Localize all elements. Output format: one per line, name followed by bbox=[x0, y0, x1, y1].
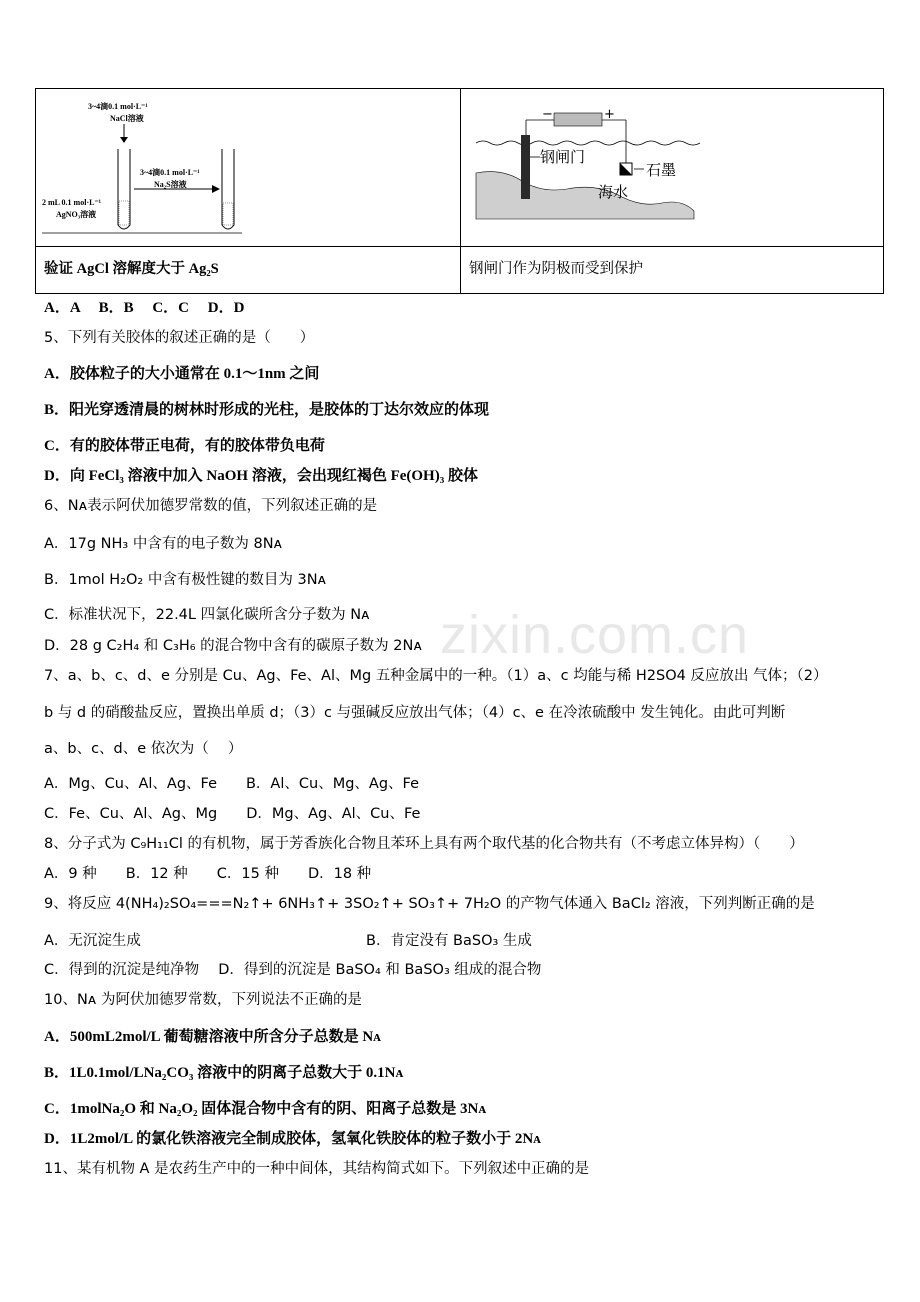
graphite-label: 石墨 bbox=[646, 161, 677, 179]
q9-stem: 9、将反应 4(NH₄)₂SO₄===N₂↑+ 6NH₃↑+ 3SO₂↑+ SO₃↑+ 7H₂O 的产物气体通入 BaCl₂ 溶液，下列判断正确的是 bbox=[44, 896, 815, 912]
top-label-2: NaCl溶液 bbox=[110, 114, 144, 123]
mid-label-1: 3~4滴0.1 mol·L⁻¹ bbox=[140, 168, 200, 177]
q10-option-c: C．1molNa₂O 和 Na₂O₂ 固体混合物中含有的阴、阳离子总数是 3Nᴀ bbox=[44, 1101, 487, 1117]
q6-option-a: A．17g NH₃ 中含有的电子数为 8Nᴀ bbox=[44, 536, 283, 552]
q10-stem: 10、Nᴀ 为阿伏加德罗常数，下列说法不正确的是 bbox=[44, 992, 362, 1008]
table-divider-vertical bbox=[460, 89, 461, 293]
q6-stem: 6、Nᴀ表示阿伏加德罗常数的值，下列叙述正确的是 bbox=[44, 498, 378, 514]
q7-stem-line3: a、b、c、d、e 依次为（ ） bbox=[44, 741, 243, 757]
q5-option-a: A．胶体粒子的大小通常在 0.1～1nm 之间 bbox=[44, 366, 320, 382]
q9-option-b: B．肯定没有 BaSO₃ 生成 bbox=[366, 933, 532, 949]
q7-stem-line2: b 与 d 的硝酸盐反应，置换出单质 d；（3）c 与强碱反应放出气体；（4）c、e 在冷浓硫酸中 发生钝化。由此可判断 bbox=[44, 705, 786, 721]
top-label-1: 3~4滴0.1 mol·L⁻¹ bbox=[88, 102, 148, 111]
watermark: zixin.com.cn bbox=[440, 605, 750, 665]
plus-sign: + bbox=[604, 107, 615, 122]
table-divider-horizontal bbox=[36, 246, 883, 247]
q5-option-b: B．阳光穿透清晨的树林时形成的光柱，是胶体的丁达尔效应的体现 bbox=[44, 402, 490, 418]
q10-option-d: D．1L2mol/L 的氯化铁溶液完全制成胶体，氢氧化铁胶体的粒子数小于 2Nᴀ bbox=[44, 1131, 541, 1147]
q10-option-a: A．500mL2mol/L 葡萄糖溶液中所含分子总数是 Nᴀ bbox=[44, 1029, 381, 1045]
q9-option-a: A．无沉淀生成 bbox=[44, 933, 141, 949]
q8-options: A．9 种 B．12 种 C．15 种 D．18 种 bbox=[44, 866, 372, 882]
left-label-2: AgNO₃溶液 bbox=[56, 210, 97, 219]
q7-options-ab: A．Mg、Cu、Al、Ag、Fe B．Al、Cu、Mg、Ag、Fe bbox=[44, 776, 420, 792]
test-tube-diagram bbox=[42, 93, 272, 243]
q6-option-d: D．28 g C₂H₄ 和 C₃H₆ 的混合物中含有的碳原子数为 2Nᴀ bbox=[44, 638, 422, 654]
q10-option-b: B．1L0.1mol/LNa₂CO₃ 溶液中的阴离子总数大于 0.1Nᴀ bbox=[44, 1065, 404, 1081]
q9-options-cd: C．得到的沉淀是纯净物 D．得到的沉淀是 BaSO₄ 和 BaSO₃ 组成的混合物 bbox=[44, 962, 542, 978]
q11-stem: 11、某有机物 A 是农药生产中的一种中间体，其结构简式如下。下列叙述中正确的是 bbox=[44, 1161, 590, 1177]
left-label-1: 2 mL 0.1 mol·L⁻¹ bbox=[42, 198, 102, 207]
q8-stem: 8、分子式为 C₉H₁₁Cl 的有机物，属于芳香族化合物且苯环上具有两个取代基的化合物共有（不考虑立体异构）（ ） bbox=[44, 836, 804, 852]
q5-stem: 5、下列有关胶体的叙述正确的是（ ） bbox=[44, 330, 315, 346]
q7-stem-line1: 7、a、b、c、d、e 分别是 Cu、Ag、Fe、Al、Mg 五种金属中的一种。（1）a、c 均能与稀 H2SO4 反应放出 气体；（2） bbox=[44, 668, 828, 684]
steel-gate-label: 钢闸门 bbox=[540, 148, 586, 166]
seawater-label: 海水 bbox=[598, 183, 629, 201]
q6-option-c: C．标准状况下，22.4L 四氯化碳所含分子数为 Nᴀ bbox=[44, 607, 370, 623]
steel-gate-diagram bbox=[472, 93, 712, 223]
minus-sign: − bbox=[542, 107, 553, 122]
q4-options: A．A B．B C．C D．D bbox=[44, 300, 245, 316]
mid-label-2: Na₂S溶液 bbox=[154, 180, 187, 189]
q6-option-b: B．1mol H₂O₂ 中含有极性键的数目为 3Nᴀ bbox=[44, 572, 327, 588]
q7-options-cd: C．Fe、Cu、Al、Ag、Mg D．Mg、Ag、Al、Cu、Fe bbox=[44, 806, 421, 822]
left-caption: 验证 AgCl 溶解度大于 Ag₂S bbox=[44, 261, 219, 277]
right-caption: 钢闸门作为阴极而受到保护 bbox=[469, 261, 643, 277]
experiment-table bbox=[35, 88, 884, 294]
q5-option-d: D．向 FeCl₃ 溶液中加入 NaOH 溶液，会出现红褐色 Fe(OH)₃ 胶体 bbox=[44, 468, 478, 484]
q5-option-c: C．有的胶体带正电荷，有的胶体带负电荷 bbox=[44, 438, 325, 454]
